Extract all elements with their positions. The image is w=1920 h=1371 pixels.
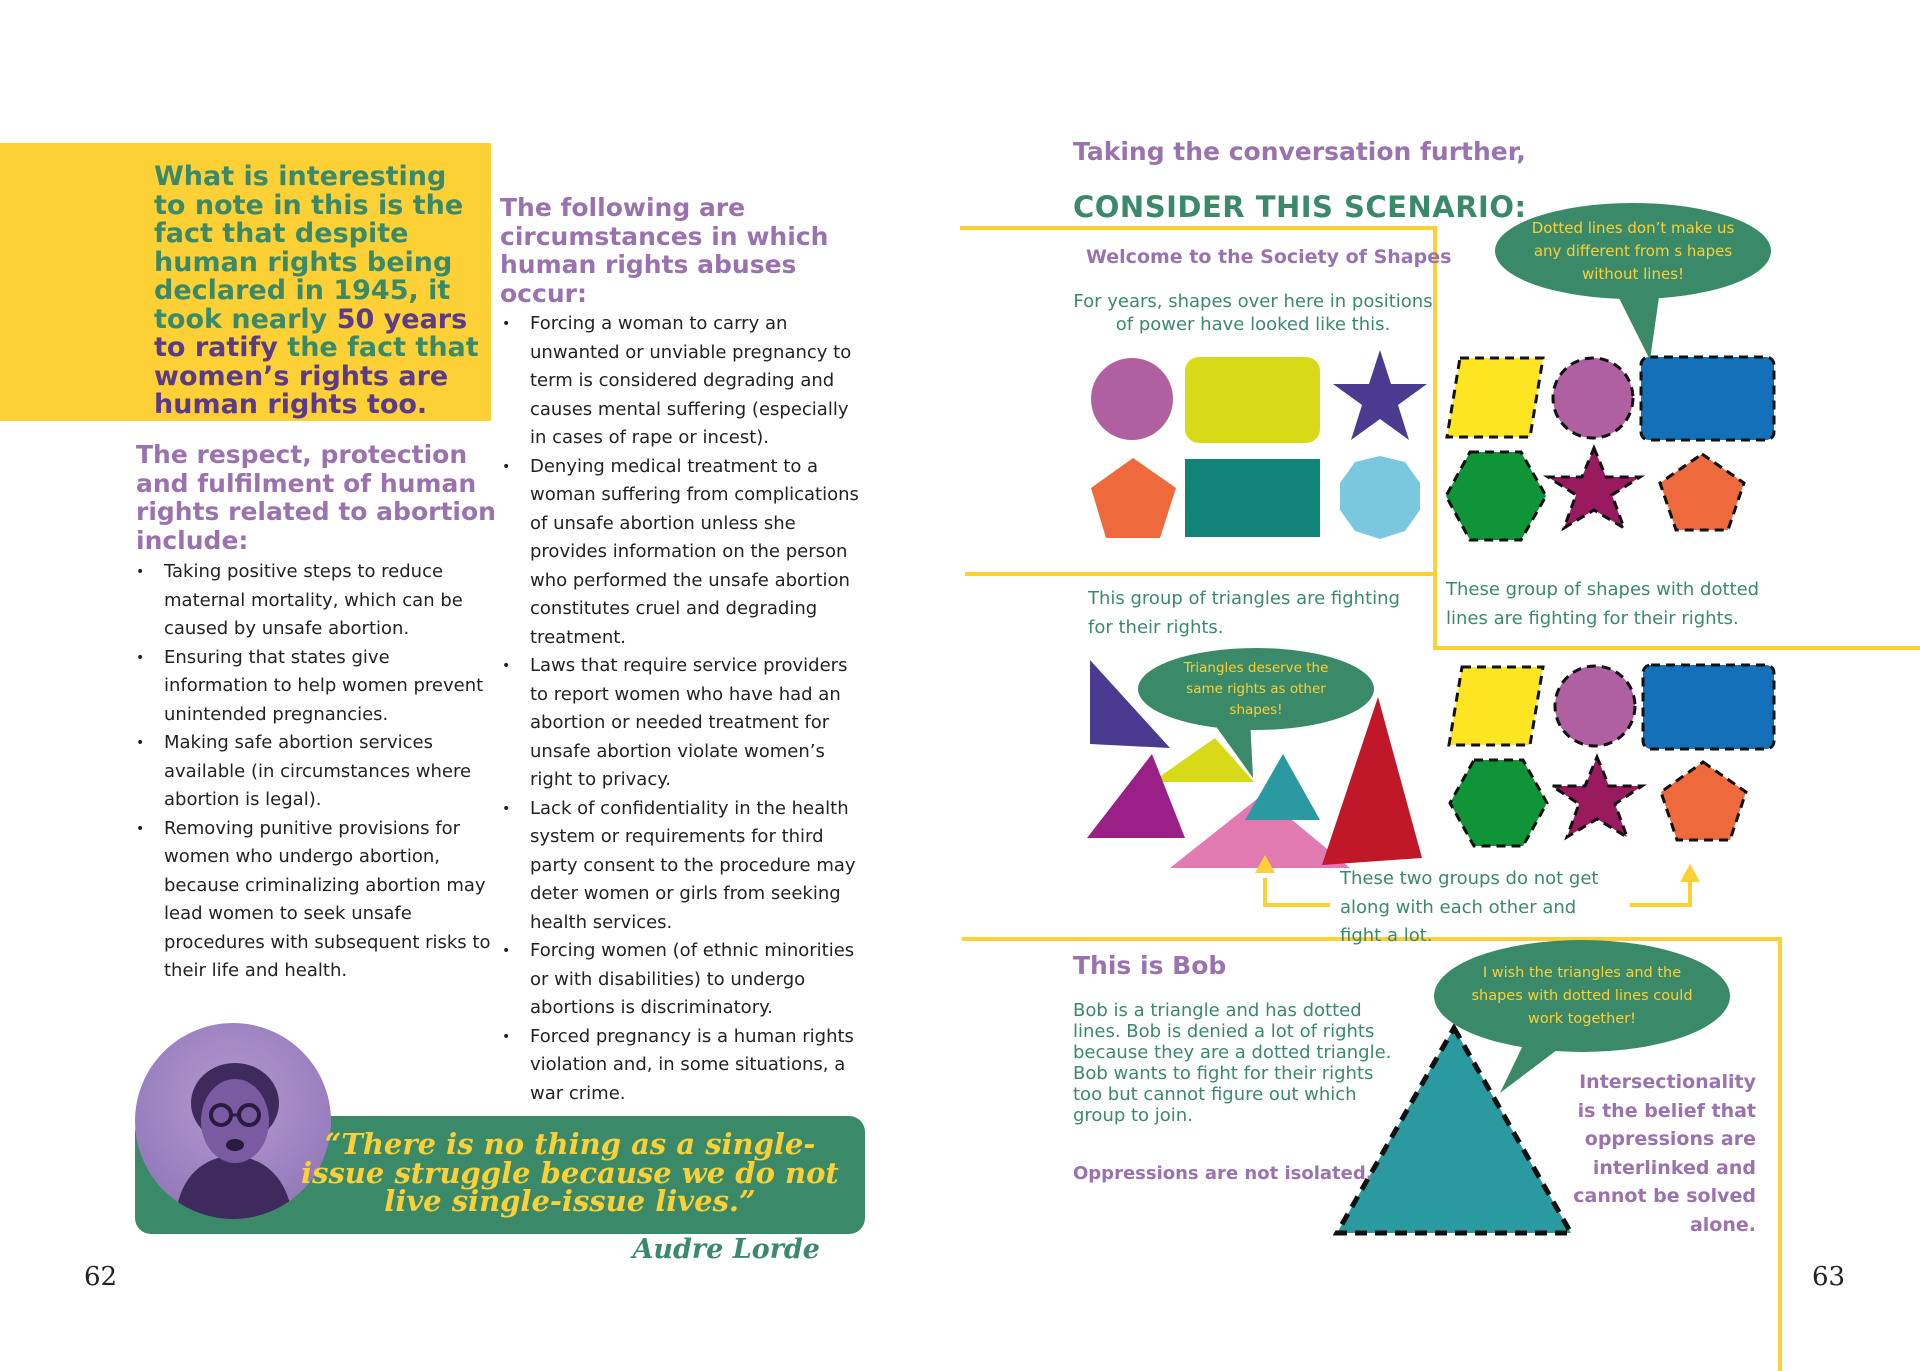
callout-part4: women’s rights are human rights too. [154, 360, 449, 420]
list-item: • Forcing women (of ethnic minorities or with disabilities) to undergo abortions is discriminatory. [500, 937, 860, 1023]
two-groups-caption: These two groups do not get along with each other and fight a lot. [1340, 868, 1599, 946]
callout-part1: What is interesting to note in this is the fact that despite human rights being declared in 1945, it took nearly [154, 161, 464, 335]
for-years-text: For years, shapes over here in positions of power have looked like this. [1073, 291, 1433, 335]
quote-author: Audre Lorde [632, 1234, 820, 1265]
nonagon-shape [1340, 456, 1420, 539]
speech-bubble-bob: I wish the triangles and the shapes with dotted lines could work together! [1434, 940, 1730, 1052]
list-item: • Denying medical treatment to a woman suffering from complications of unsafe abortion unless she provides information on the person who performed the unsafe abortion constitutes cruel and degrading treatment. [500, 453, 860, 653]
list-item: • Making safe abortion services available (in circumstances where abortion is legal). [134, 729, 494, 815]
oppressions-text: Oppressions are not isolated. [1073, 1163, 1373, 1184]
consider-scenario-heading: CONSIDER THIS SCENARIO: [1073, 190, 1527, 224]
page-number-right: 63 [1812, 1262, 1846, 1292]
list-item: • Forced pregnancy is a human rights violation and, in some situations, a war crime. [500, 1023, 860, 1109]
dotted-shapes-bottom [1449, 665, 1774, 846]
list-item: • Forcing a woman to carry an unwanted or unviable pregnancy to term is considered degrading and causes mental suffering (especially in cases of rape or incest). [500, 310, 860, 453]
taking-further-heading: Taking the conversation further, [1073, 137, 1526, 166]
intersectionality-text: Intersectionality is the belief that oppressions are interlinked and cannot be solved alone. [1573, 1071, 1756, 1236]
triangle-group-caption: This group of triangles are fighting for their rights. [1088, 588, 1400, 638]
star-shape [1333, 350, 1427, 440]
list-item: • Ensuring that states give information to help women prevent unintended pregnancies. [134, 644, 494, 730]
callout-part2: 50 years to ratify [154, 303, 468, 363]
respect-heading: The respect, protection and fulfilment of human rights related to abortion include: [136, 440, 496, 555]
circle-shape [1091, 358, 1173, 440]
following-heading: The following are circumstances in which human rights abuses occur: [500, 193, 829, 308]
list-item: • Taking positive steps to reduce maternal mortality, which can be caused by unsafe abortion. [134, 558, 494, 644]
bob-heading: This is Bob [1073, 951, 1227, 980]
list-item: • Removing punitive provisions for women who undergo abortion, because criminalizing abortion may lead women to seek unsafe procedures with subsequent risks to their life and health. [134, 815, 494, 986]
list-item: • Laws that require service providers to report women who have had an abortion or needed treatment for unsafe abortion violate women’s right to privacy. [500, 652, 860, 795]
page-number-left: 62 [84, 1262, 118, 1292]
list-item: • Lack of confidentiality in the health system or requirements for third party consent to the procedure may deter women or girls from seeking health services. [500, 795, 860, 938]
bob-text: Bob is a triangle and has dotted lines. Bob is denied a lot of rights because they are a dotted triangle. Bob wants to fight for their rights too but cannot figure out which group to join. [1073, 1000, 1392, 1126]
callout-part3: the fact that [277, 332, 479, 363]
rectangle-shape [1185, 459, 1320, 537]
dotted-group-caption: These group of shapes with dotted lines are fighting for their rights. [1446, 579, 1760, 629]
welcome-heading: Welcome to the Society of Shapes [1086, 246, 1452, 268]
rounded-rect-shape [1185, 357, 1320, 443]
dotted-shapes-top [1446, 357, 1774, 540]
power-shapes [1091, 350, 1427, 539]
pentagon-shape [1091, 458, 1176, 538]
quote-text: “There is no thing as a single-issue struggle because we do not live single-issue lives.” [301, 1127, 839, 1218]
speech-bubble-triangles: Triangles deserve the same rights as other shapes! [1138, 648, 1374, 730]
speech-bubble-dotted: Dotted lines don’t make us any different from s hapes without lines! [1495, 203, 1771, 299]
